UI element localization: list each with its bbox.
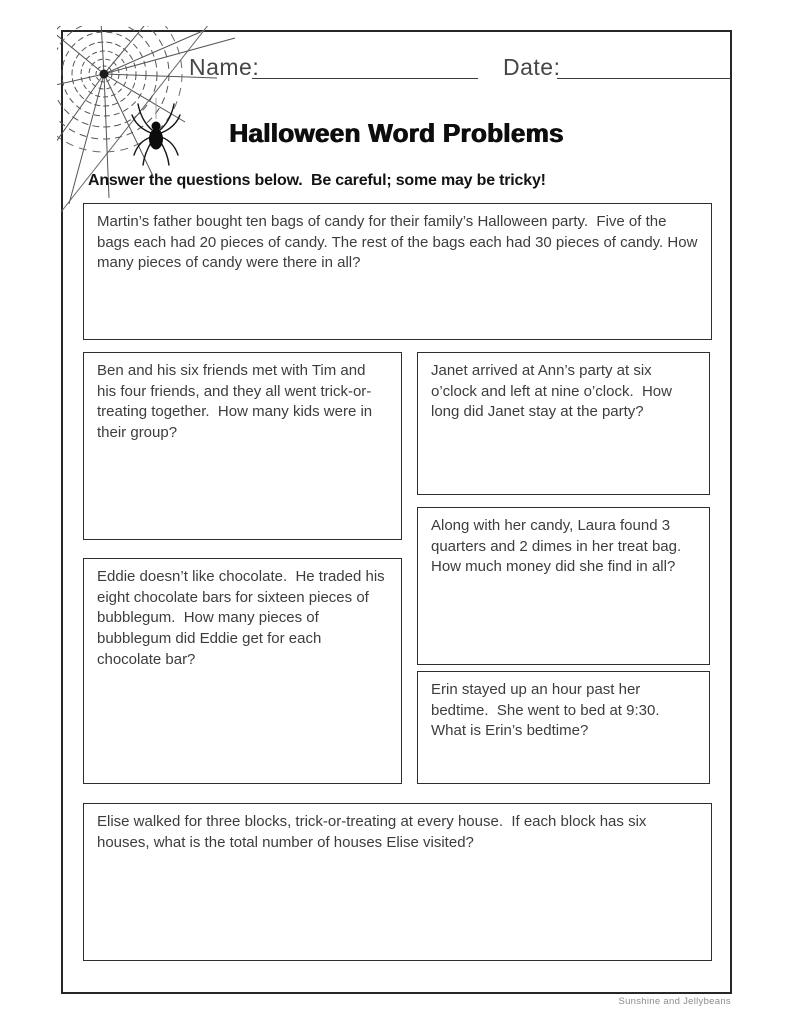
name-blank-field[interactable]	[252, 78, 478, 79]
problem-box-janet-party	[417, 352, 710, 495]
problem-box-martin-candy	[83, 203, 712, 340]
page-title: Halloween Word Problems	[229, 118, 564, 148]
problem-box-eddie-chocolate	[83, 558, 402, 784]
footer-credit: Sunshine and Jellybeans	[618, 996, 731, 1007]
problem-text: Martin’s father bought ten bags of candy for their family’s Halloween party. Five of the bags each had 20 pieces of candy. The rest of the bags each had 30 pieces of candy. How many pieces of candy were there in all?	[97, 213, 702, 272]
problem-box-laura-money	[417, 507, 710, 665]
problem-text: Eddie doesn’t like chocolate. He traded his eight chocolate bars for sixteen pieces of bubblegum. How many pieces of bubblegum did Eddie get for each chocolate bar?	[97, 568, 389, 668]
problem-text: Janet arrived at Ann’s party at six o’clock and left at nine o’clock. How long did Janet stay at the party?	[431, 362, 677, 421]
problem-text: Erin stayed up an hour past her bedtime. She went to bed at 9:30. What is Erin’s bedtime?	[431, 681, 664, 740]
problem-text: Along with her candy, Laura found 3 quarters and 2 dimes in her treat bag. How much money did she find in all?	[431, 517, 690, 576]
name-label: Name:	[189, 54, 260, 80]
date-blank-field[interactable]	[557, 78, 731, 79]
date-label: Date:	[503, 54, 561, 80]
problem-box-elise-houses	[83, 803, 712, 961]
problem-text: Elise walked for three blocks, trick-or-treating at every house. If each block has six houses, what is the total number of houses Elise visited?	[97, 813, 651, 851]
problem-text: Ben and his six friends met with Tim and his four friends, and they all went trick-or-treating together. How many kids were in their group?	[97, 362, 377, 442]
instructions-text: Answer the questions below. Be careful; some may be tricky!	[88, 172, 546, 189]
problem-box-ben-friends	[83, 352, 402, 540]
problem-box-erin-bedtime	[417, 671, 710, 784]
